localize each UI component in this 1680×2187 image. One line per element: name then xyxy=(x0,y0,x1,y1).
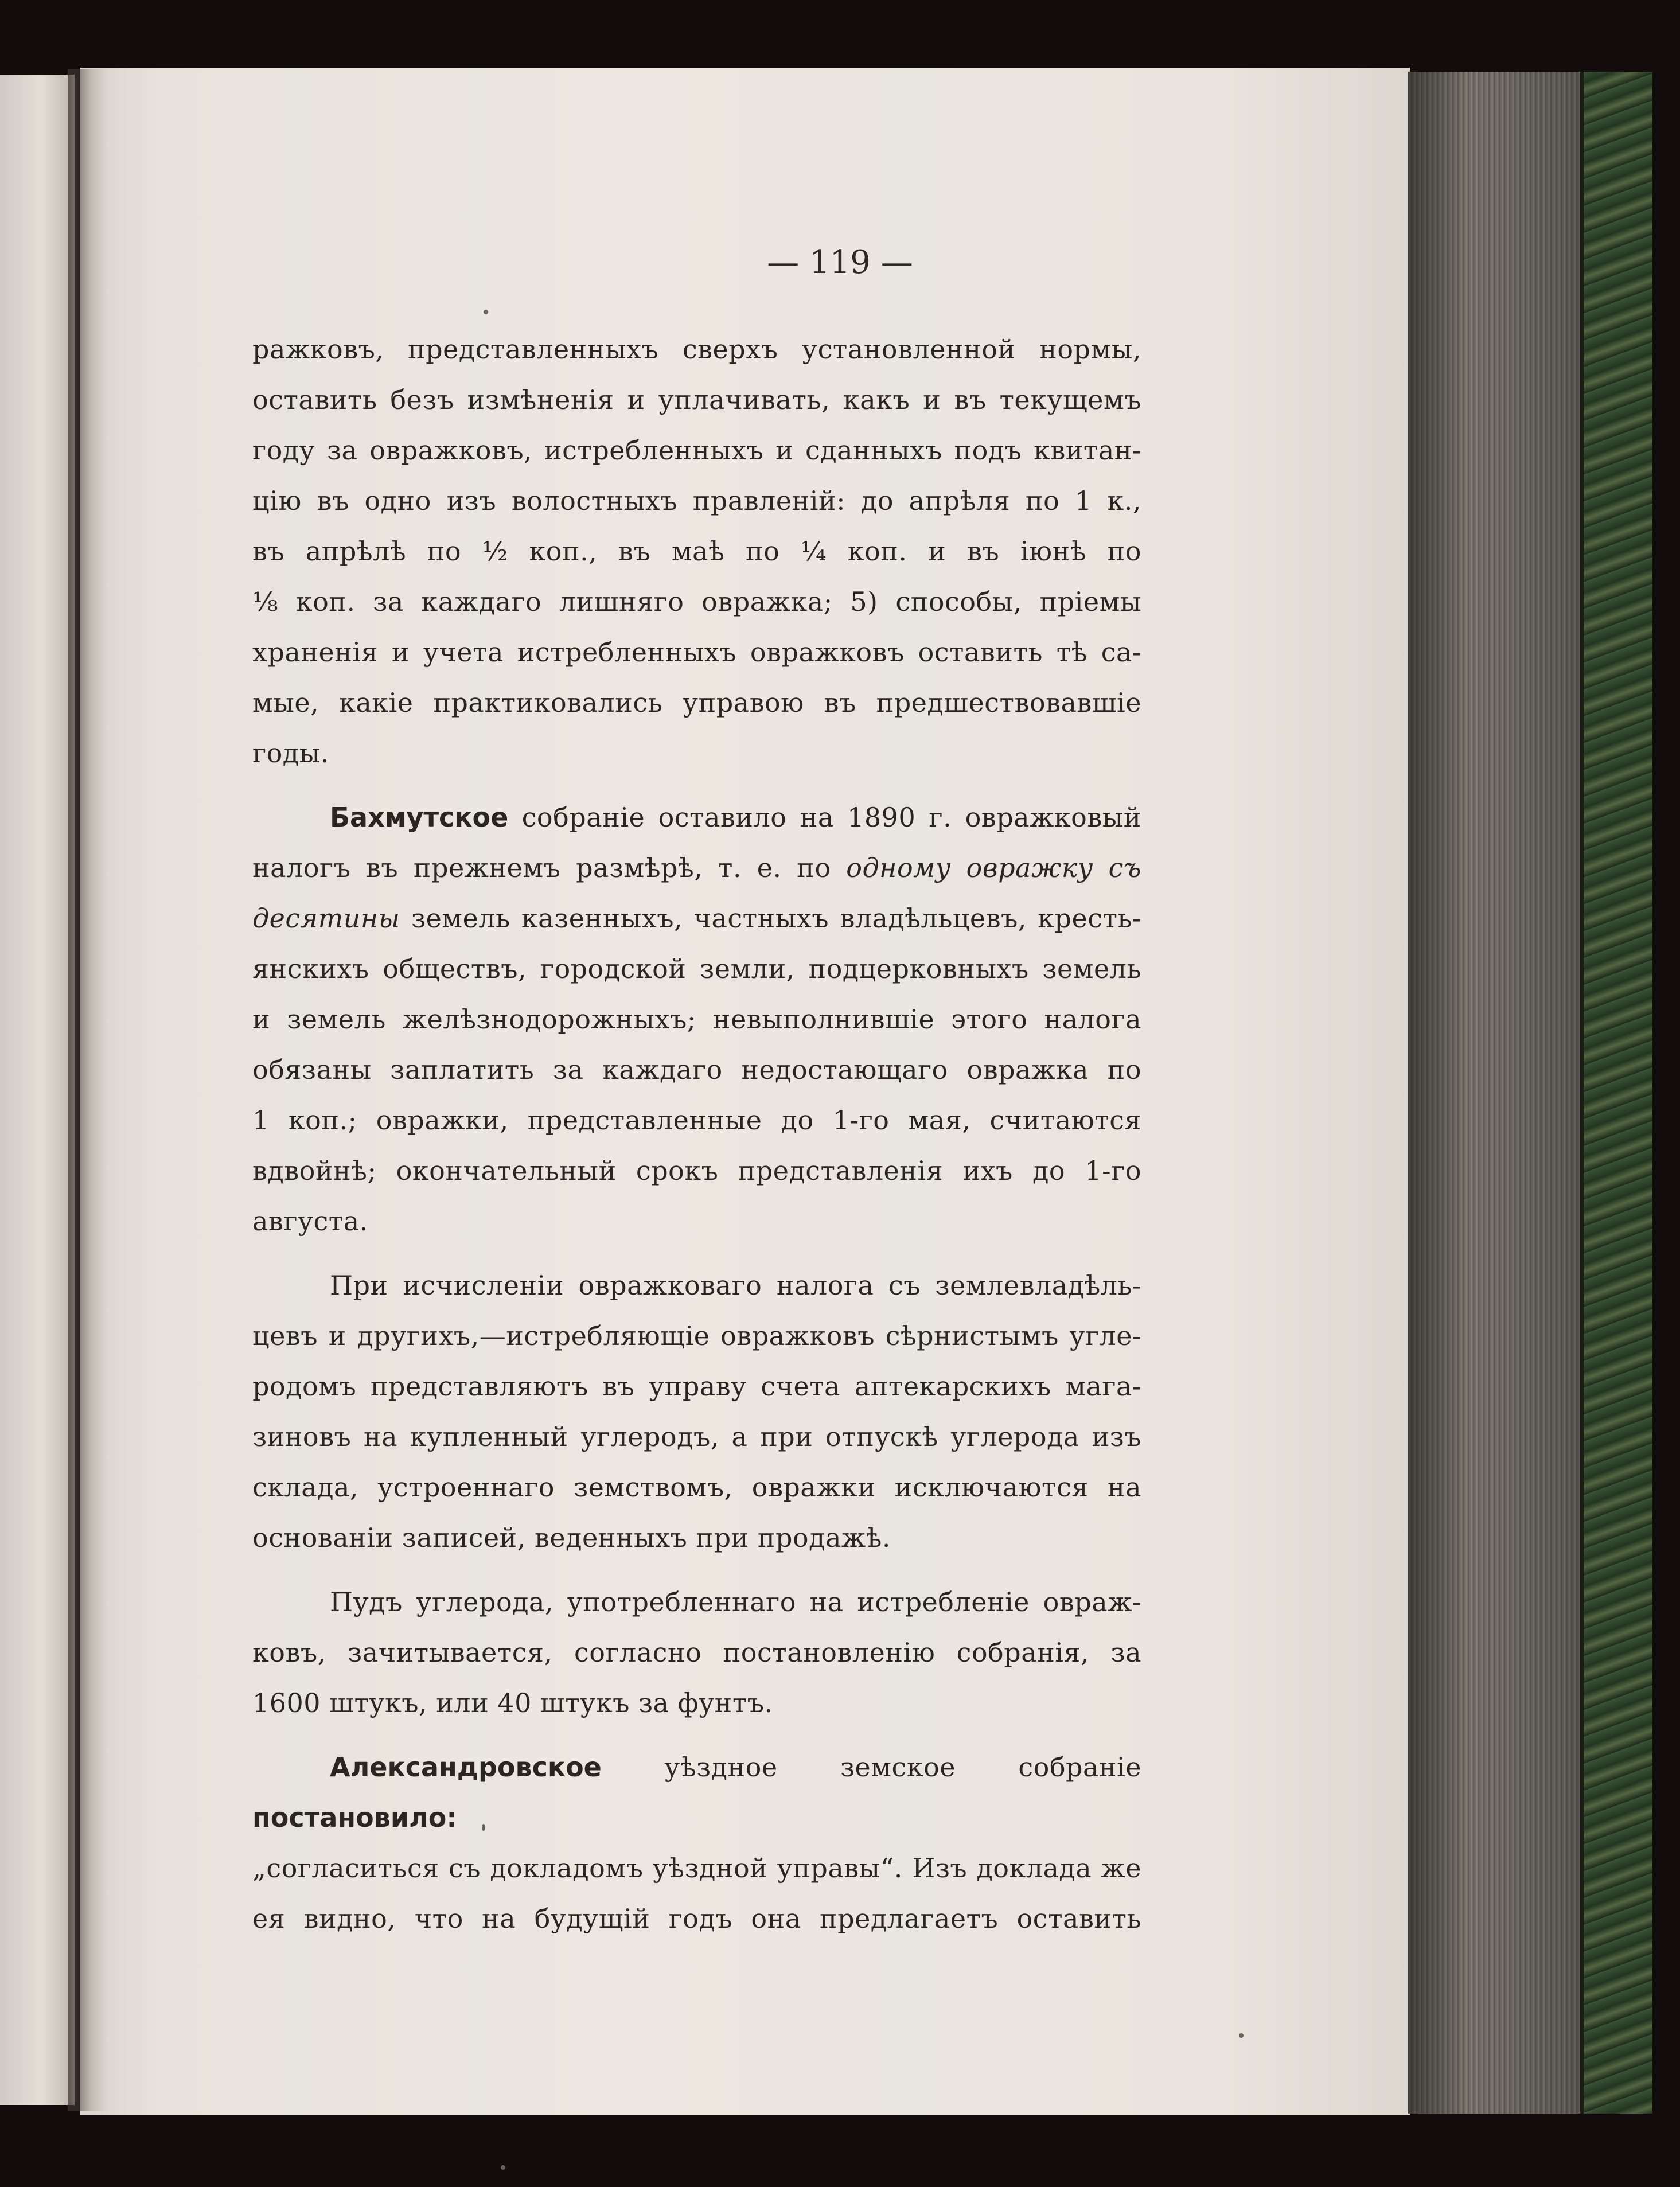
text-line: и земель желѣзнодорожныхъ; невыполнившіе этого налога xyxy=(252,1004,1141,1035)
text-line: вдвойнѣ; окончательный срокъ представленія ихъ до 1-го xyxy=(252,1155,1141,1186)
text-run: земель казенныхъ, частныхъ владѣльцевъ, кресть- xyxy=(400,903,1141,934)
facing-page-edge xyxy=(0,75,75,2105)
italic-text: десятины xyxy=(252,903,400,934)
text-line: основаніи записей, веденныхъ при продажѣ. xyxy=(252,1522,891,1553)
text-line: ражковъ, представленныхъ сверхъ установленной нормы, xyxy=(252,334,1141,365)
text-line: цевъ и другихъ,—истребляющіе овражковъ сѣрнистымъ угле- xyxy=(252,1320,1141,1351)
text-line: янскихъ обществъ, городской земли, подцерковныхъ земель xyxy=(252,953,1141,984)
text-line: зиновъ на купленный углеродъ, а при отпускѣ углерода изъ xyxy=(252,1421,1141,1452)
page-block-shade xyxy=(1408,72,1580,2114)
italic-text: одному овражку съ xyxy=(846,852,1141,883)
marbled-cover-board xyxy=(1580,72,1652,2114)
paper-speck xyxy=(484,310,488,314)
page-gutter-shadow xyxy=(68,69,108,2111)
text-line xyxy=(252,893,1141,944)
text-line: оставить безъ измѣненія и уплачивать, какъ и въ текущемъ xyxy=(252,384,1141,415)
text-line: цію въ одно изъ волостныхъ правленій: до апрѣля по 1 к., xyxy=(252,485,1141,516)
text-line: году за овражковъ, истребленныхъ и сданныхъ подъ квитан- xyxy=(252,435,1141,466)
resolution-label: постановило: xyxy=(252,1802,457,1833)
text-line: мые, какіе практиковались управою въ предшествовавшіе годы. xyxy=(252,687,1141,769)
text-run: уѣздное земское собраніе xyxy=(601,1752,1141,1783)
paragraph-4 xyxy=(252,1577,1141,1728)
text-line: ⅛ коп. за каждаго лишняго овражка; 5) способы, пріемы xyxy=(252,586,1141,617)
district-name: Александровское xyxy=(330,1752,602,1783)
paper-speck xyxy=(501,2165,505,2170)
paragraph-1 xyxy=(252,324,1141,778)
text-line: въ апрѣлѣ по ½ коп., въ маѣ по ¼ коп. и въ іюнѣ по xyxy=(252,536,1141,567)
paragraph-3 xyxy=(252,1260,1141,1563)
paragraph-bakhmut xyxy=(252,792,1141,1246)
text-line: ковъ, зачитывается, согласно постановленію собранія, за xyxy=(252,1637,1141,1668)
text-line: родомъ представляютъ въ управу счета аптекарскихъ мага- xyxy=(252,1371,1141,1402)
text-line xyxy=(252,843,1141,893)
page-number: — 119 — xyxy=(767,244,913,281)
text-line: склада, устроеннаго земствомъ, овражки исключаются на xyxy=(252,1472,1141,1503)
text-line: „согласиться съ докладомъ уѣздной управы“. Изъ доклада же xyxy=(252,1853,1141,1884)
text-line: 1 коп.; овражки, представленные до 1-го мая, считаются xyxy=(252,1105,1141,1136)
text-line xyxy=(252,792,1141,843)
text-line: 1600 штукъ, или 40 штукъ за фунтъ. xyxy=(252,1687,773,1718)
text-line: августа. xyxy=(252,1206,368,1237)
paper-speck xyxy=(1239,2033,1244,2038)
text-line: При исчисленіи овражковаго налога съ землевладѣль- xyxy=(330,1270,1141,1301)
district-name: Бахмутское xyxy=(330,802,509,833)
body-text xyxy=(252,324,1141,1958)
text-run: собраніе оставило на 1890 г. овражковый xyxy=(508,802,1141,833)
text-run: налогъ въ прежнемъ размѣрѣ, т. е. по xyxy=(252,852,847,883)
text-line: Пудъ углерода, употребленнаго на истребленіе овраж- xyxy=(330,1586,1141,1617)
text-line xyxy=(252,1742,1141,1843)
paragraph-aleksandrovsk xyxy=(252,1742,1141,1944)
text-line: обязаны заплатить за каждаго недостающаго овражка по xyxy=(252,1054,1141,1085)
text-line: храненія и учета истребленныхъ овражковъ оставить тѣ са- xyxy=(252,637,1141,668)
text-line: ея видно, что на будущій годъ она предлагаетъ оставить xyxy=(252,1903,1141,1934)
